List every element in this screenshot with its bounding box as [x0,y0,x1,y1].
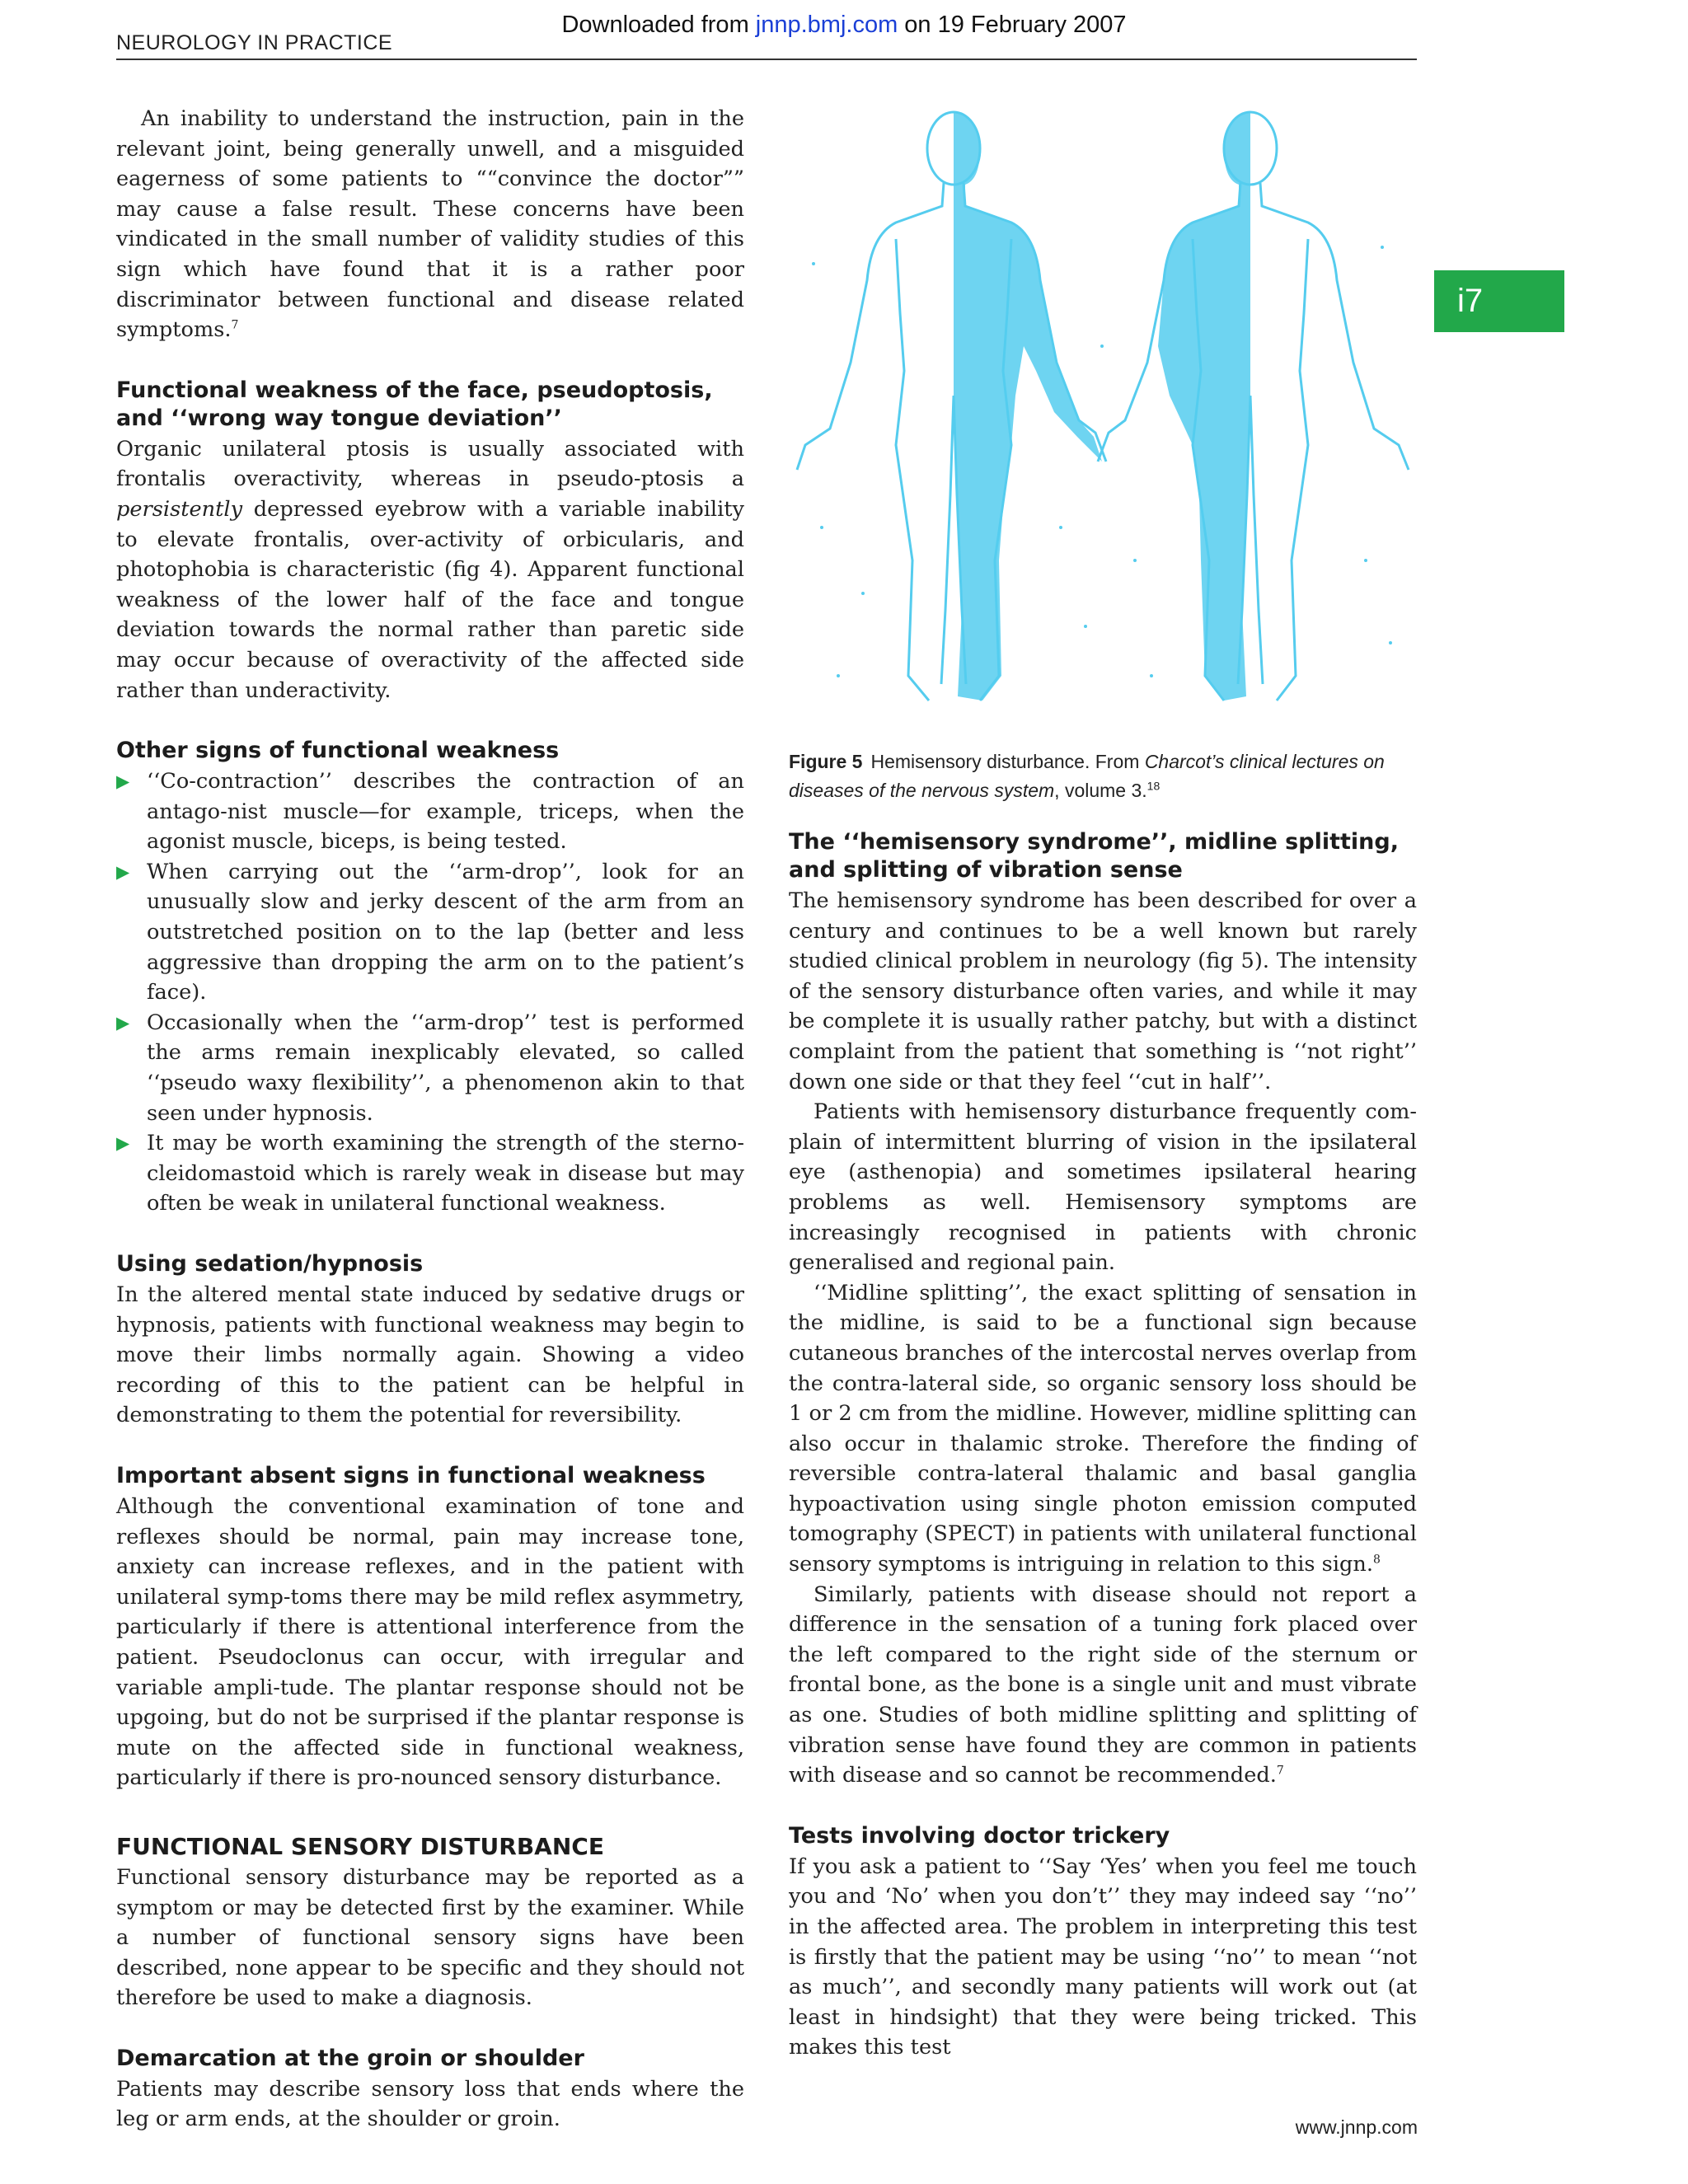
heading-other-signs: Other signs of functional weakness [116,738,560,764]
hemisensory-paragraph-2: Patients with hemisensory disturbance frequently com-plain of intermittent blurring of vision in the ipsilateral eye (asthenopia) and sometimes ipsilateral hearing problems as well. Hemisensory symptoms are increasingly recognised in patients with chronic generalised and regional pain. [789,1099,1417,1276]
header-rule [116,59,1417,60]
list-item: ▶ Occasionally when the ‘‘arm-drop’’ test is performed the arms remain inexplicably elevated, so called ‘‘pseudo waxy flexibility’’, a phenomenon akin to that seen under hypnosis. [116,1008,744,1128]
ref-superscript: 8 [1373,1553,1381,1567]
heading-face-weakness: Functional weakness of the face, pseudoptosis, and ‘‘wrong way tongue deviation’’ [116,377,713,431]
running-head: NEUROLOGY IN PRACTICE [116,31,393,54]
hemisensory-paragraph-4: Similarly, patients with disease should not report a difference in the sensation of a tuning fork placed over the left compared to the right side of the sternum or frontal bone, as the bone is a single unit and must vibrate as one. Studies of both midline splitting and splitting of vibration sense have found they are common in patients with disease and so cannot be recommended.$^7$ [789,1582,1417,1788]
triangle-bullet-icon: ▶ [116,1012,130,1033]
body-figures-image [789,99,1417,725]
figure-hemisensory-illustration [789,99,1417,725]
list-item: ▶ When carrying out the ‘‘arm-drop’’, look for an unusually slow and jerky descent of the arm from an outstretched position on to the lap (better and less aggressive than dropping the arm on to the patient’s face). [116,857,744,1008]
front-affected-half [954,112,1102,701]
hemisensory-paragraph-3: ‘‘Midline splitting’’, the exact splitting of sensation in the midline, is said to be a functional sign because cutaneous branches of the intercostal nerves overlap from the contra-lateral side, so organic sensory loss should be 1 or 2 cm from the midline. However, midline splitting can also occur in thalamic stroke. Therefore the finding of reversible contra-lateral thalamic and basal ganglia hypoactivation using single photon emission computed tomography (SPECT) in patients with unilateral functional sensory symptoms is intriguing in relation to this sign.$^8$ [789,1280,1417,1577]
absent-signs-paragraph: Although the conventional examination of tone and reflexes should be normal, pain may increase tone, anxiety can increase reflexes, and in the patient with unilateral symp-toms there may be mild reflex asymmetry, particularly if there is attentional interference from the patient. Pseudoclonus can occur, with irregular and variable ampli-tude. The plantar response should not be upgoing, but do not be surprised if the plantar response is mute on the affected side in functional weakness, particularly if there is pro-nounced sensory disturbance. [116,1493,744,1791]
journal-link[interactable]: jnnp.bmj.com [755,12,898,38]
right-column [789,828,1417,2063]
triangle-bullet-icon: ▶ [116,861,130,882]
list-item: ▶ It may be worth examining the strength of the sterno-cleidomastoid which is rarely weak in disease but may often be weak in unilateral functional weakness. [116,1128,744,1219]
heading-absent-signs: Important absent signs in functional weakness [116,1462,706,1488]
signs-list [116,766,744,1219]
footer-url: www.jnnp.com [1295,2116,1418,2138]
heading-doctor-trickery: Tests involving doctor trickery [789,1822,1170,1849]
triangle-bullet-icon: ▶ [116,771,130,792]
figure-caption: Figure 5 Hemisensory disturbance. From Charcot’s clinical lectures on diseases of the nervous system, volume 3.18 [789,751,1385,801]
heading-groin-shoulder: Demarcation at the groin or shoulder [116,2045,584,2071]
groin-paragraph: Patients may describe sensory loss that ends where the leg or arm ends, at the shoulder or groin. [116,2076,744,2132]
download-prefix: Downloaded from [561,12,756,38]
intro-paragraph: An inability to understand the instruction, pain in the relevant joint, being generally unwell, and a misguided eagerness of some patients to ““convince the doctor”” may cause a false result. These concerns have been vindicated in the small number of validity studies of this sign which have found that it is a rather poor discriminator between functional and disease related symptoms.$^7$ [116,106,744,343]
emphasis-text: persistently [116,496,243,522]
heading-sedation: Using sedation/hypnosis [116,1251,424,1277]
triangle-bullet-icon: ▶ [116,1133,130,1154]
ref-superscript: 18 [1146,779,1160,793]
figure-label: Figure 5 [789,751,863,772]
sedation-paragraph: In the altered mental state induced by sedative drugs or hypnosis, patients with functional weakness may begin to move their limbs normally again. Showing a video recording of this to the patient can be helpful in demonstrating to them the potential for reversibility. [116,1282,744,1428]
face-paragraph: Organic unilateral ptosis is usually associated with frontalis overactivity, whereas in pseudo-ptosis a persistently depressed eyebrow with a variable inability to elevate frontalis, over-activity of orbicularis, and photophobia is characteristic (fig 4). Apparent functional weakness of the lower half of the face and tongue deviation towards the normal rather than paretic side may occur because of overactivity of the affected side rather than underactivity. [116,436,744,703]
list-item: ▶ ‘‘Co-contraction’’ describes the contraction of an antago-nist muscle—for example, triceps, when the agonist muscle, biceps, is being tested. [116,766,744,857]
download-suffix: on 19 February 2007 [898,12,1127,38]
trickery-paragraph: If you ask a patient to ‘‘Say ‘Yes’ when you feel me touch you and ‘No’ when you don’t’’ they may indeed say ‘‘no’’ in the affected area. The problem in interpreting this test is firstly that the patient may be using ‘‘no’’ to mean ‘‘not as much’’, and secondly many patients will work out (at least in hindsight) that they were being tricked. This makes this test [789,1854,1417,2060]
heading-hemisensory: The ‘‘hemisensory syndrome’’, midline splitting, and splitting of vibration sense [789,829,1399,883]
back-body-outline [1098,112,1409,701]
page-number-tab: i7 [1434,270,1564,332]
back-affected-half [1158,112,1250,701]
ref-superscript: 7 [1276,1764,1284,1778]
source-title: Charcot’s clinical lectures on diseases of the nervous system [789,751,1385,801]
left-column [116,104,744,2135]
ref-superscript: 7 [231,318,239,332]
sensory-paragraph: Functional sensory disturbance may be reported as a symptom or may be detected first by the examiner. While a number of functional sensory signs have been described, none appear to be specific and they should not therefore be used to make a diagnosis. [116,1864,744,2011]
hemisensory-paragraph-1: The hemisensory syndrome has been described for over a century and continues to be a well known but rarely studied clinical problem in neurology (fig 5). The intensity of the sensory disturbance often varies, and while it may be complete it is usually rather patchy, but with a distinct complaint from the patient that something is ‘‘not right’’ down one side or that they feel ‘‘cut in half’’. [789,888,1417,1094]
heading-sensory-disturbance: FUNCTIONAL SENSORY DISTURBANCE [116,1832,604,1860]
